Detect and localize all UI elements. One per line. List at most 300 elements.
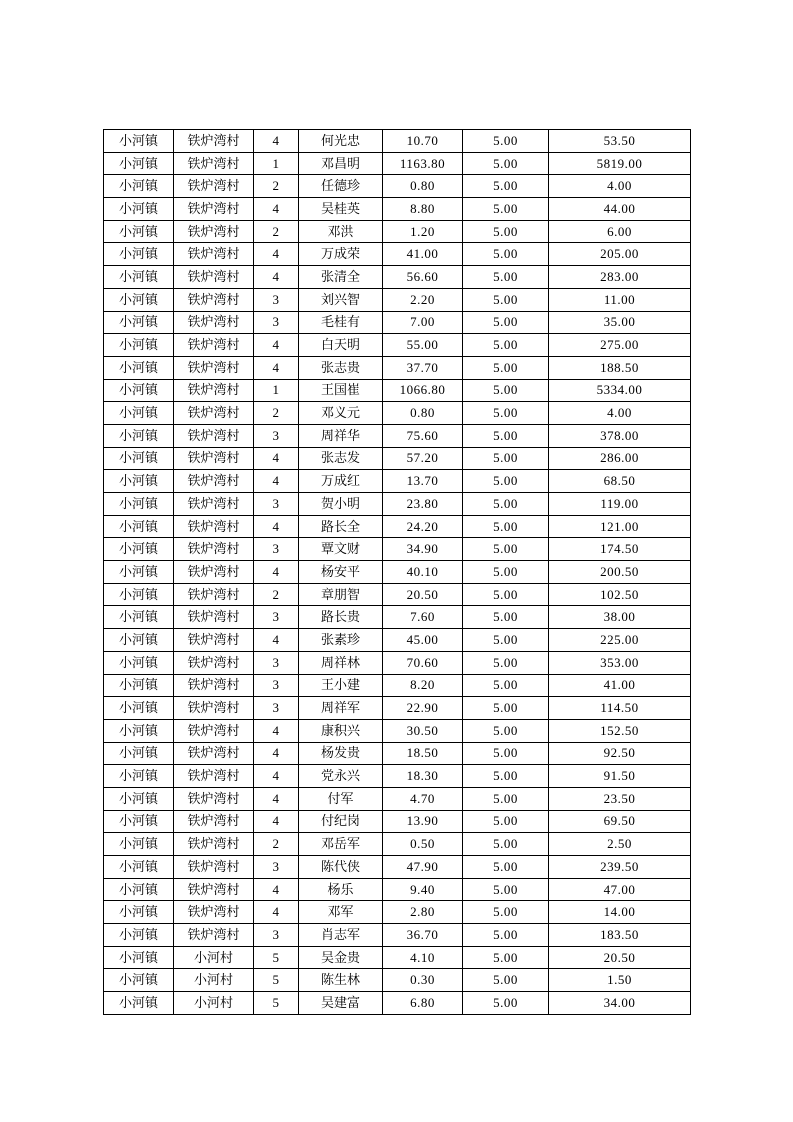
table-cell-village: 铁炉湾村	[174, 561, 254, 584]
table-cell-area: 40.10	[383, 561, 463, 584]
table-cell-name: 周祥华	[299, 424, 383, 447]
table-cell-town: 小河镇	[104, 311, 174, 334]
table-cell-town: 小河镇	[104, 152, 174, 175]
table-cell-rate: 5.00	[463, 583, 549, 606]
table-cell-town: 小河镇	[104, 765, 174, 788]
table-cell-group: 4	[254, 515, 299, 538]
table-cell-group: 4	[254, 447, 299, 470]
table-cell-amount: 68.50	[549, 470, 691, 493]
table-cell-village: 铁炉湾村	[174, 493, 254, 516]
table-container	[103, 129, 690, 1015]
table-cell-town: 小河镇	[104, 470, 174, 493]
table-cell-town: 小河镇	[104, 606, 174, 629]
table-cell-town: 小河镇	[104, 493, 174, 516]
table-row	[104, 424, 691, 447]
table-cell-rate: 5.00	[463, 787, 549, 810]
table-cell-name: 杨乐	[299, 878, 383, 901]
table-cell-name: 贺小明	[299, 493, 383, 516]
table-cell-rate: 5.00	[463, 243, 549, 266]
table-cell-town: 小河镇	[104, 629, 174, 652]
table-cell-rate: 5.00	[463, 379, 549, 402]
table-cell-area: 34.90	[383, 538, 463, 561]
table-cell-area: 22.90	[383, 697, 463, 720]
table-cell-rate: 5.00	[463, 606, 549, 629]
table-cell-amount: 53.50	[549, 130, 691, 153]
table-cell-town: 小河镇	[104, 697, 174, 720]
table-cell-name: 肖志军	[299, 924, 383, 947]
table-cell-amount: 114.50	[549, 697, 691, 720]
table-cell-village: 铁炉湾村	[174, 538, 254, 561]
table-cell-rate: 5.00	[463, 311, 549, 334]
table-cell-group: 4	[254, 742, 299, 765]
table-cell-rate: 5.00	[463, 266, 549, 289]
table-cell-amount: 119.00	[549, 493, 691, 516]
table-cell-name: 任德珍	[299, 175, 383, 198]
table-cell-amount: 174.50	[549, 538, 691, 561]
table-row	[104, 175, 691, 198]
table-cell-town: 小河镇	[104, 742, 174, 765]
table-cell-town: 小河镇	[104, 810, 174, 833]
table-cell-name: 张清全	[299, 266, 383, 289]
table-cell-group: 4	[254, 561, 299, 584]
table-cell-amount: 92.50	[549, 742, 691, 765]
table-cell-area: 75.60	[383, 424, 463, 447]
table-row	[104, 288, 691, 311]
table-cell-amount: 239.50	[549, 856, 691, 879]
table-row	[104, 878, 691, 901]
table-cell-village: 铁炉湾村	[174, 243, 254, 266]
table-cell-village: 铁炉湾村	[174, 470, 254, 493]
table-cell-town: 小河镇	[104, 719, 174, 742]
table-cell-village: 铁炉湾村	[174, 175, 254, 198]
table-cell-name: 路长贵	[299, 606, 383, 629]
table-row	[104, 266, 691, 289]
table-cell-amount: 286.00	[549, 447, 691, 470]
table-cell-group: 3	[254, 651, 299, 674]
table-cell-name: 邓昌明	[299, 152, 383, 175]
table-cell-area: 56.60	[383, 266, 463, 289]
table-cell-area: 18.30	[383, 765, 463, 788]
table-cell-town: 小河镇	[104, 901, 174, 924]
table-cell-rate: 5.00	[463, 424, 549, 447]
table-cell-town: 小河镇	[104, 175, 174, 198]
table-cell-name: 路长全	[299, 515, 383, 538]
table-cell-amount: 121.00	[549, 515, 691, 538]
table-row	[104, 606, 691, 629]
table-cell-village: 铁炉湾村	[174, 629, 254, 652]
table-cell-amount: 23.50	[549, 787, 691, 810]
table-cell-area: 10.70	[383, 130, 463, 153]
table-cell-name: 吴金贵	[299, 946, 383, 969]
table-cell-village: 铁炉湾村	[174, 901, 254, 924]
table-cell-village: 铁炉湾村	[174, 220, 254, 243]
table-row	[104, 946, 691, 969]
table-cell-group: 2	[254, 833, 299, 856]
table-cell-name: 杨安平	[299, 561, 383, 584]
table-cell-area: 7.60	[383, 606, 463, 629]
table-cell-area: 1.20	[383, 220, 463, 243]
table-cell-rate: 5.00	[463, 924, 549, 947]
table-body	[104, 130, 691, 1015]
table-cell-rate: 5.00	[463, 493, 549, 516]
table-cell-group: 3	[254, 493, 299, 516]
table-cell-area: 37.70	[383, 356, 463, 379]
table-cell-area: 4.70	[383, 787, 463, 810]
table-cell-group: 4	[254, 243, 299, 266]
table-cell-rate: 5.00	[463, 901, 549, 924]
table-cell-rate: 5.00	[463, 992, 549, 1015]
table-row	[104, 198, 691, 221]
table-cell-area: 36.70	[383, 924, 463, 947]
table-cell-group: 5	[254, 969, 299, 992]
table-row	[104, 924, 691, 947]
table-cell-village: 铁炉湾村	[174, 674, 254, 697]
table-row	[104, 651, 691, 674]
table-cell-amount: 225.00	[549, 629, 691, 652]
table-row	[104, 901, 691, 924]
table-cell-name: 康积兴	[299, 719, 383, 742]
table-cell-name: 陈生林	[299, 969, 383, 992]
table-cell-name: 万成荣	[299, 243, 383, 266]
table-cell-amount: 205.00	[549, 243, 691, 266]
table-cell-town: 小河镇	[104, 356, 174, 379]
table-cell-village: 铁炉湾村	[174, 765, 254, 788]
table-cell-town: 小河镇	[104, 266, 174, 289]
table-row	[104, 402, 691, 425]
table-row	[104, 538, 691, 561]
table-cell-rate: 5.00	[463, 969, 549, 992]
table-cell-rate: 5.00	[463, 334, 549, 357]
table-cell-rate: 5.00	[463, 198, 549, 221]
table-row	[104, 356, 691, 379]
table-cell-group: 3	[254, 924, 299, 947]
table-cell-rate: 5.00	[463, 538, 549, 561]
table-cell-town: 小河镇	[104, 651, 174, 674]
table-cell-town: 小河镇	[104, 220, 174, 243]
table-cell-amount: 102.50	[549, 583, 691, 606]
table-cell-town: 小河镇	[104, 924, 174, 947]
table-cell-rate: 5.00	[463, 515, 549, 538]
table-cell-town: 小河镇	[104, 674, 174, 697]
table-cell-amount: 91.50	[549, 765, 691, 788]
table-cell-amount: 5819.00	[549, 152, 691, 175]
table-cell-amount: 20.50	[549, 946, 691, 969]
table-cell-village: 铁炉湾村	[174, 651, 254, 674]
table-cell-group: 2	[254, 175, 299, 198]
table-row	[104, 152, 691, 175]
table-cell-area: 0.80	[383, 402, 463, 425]
table-row	[104, 810, 691, 833]
table-cell-group: 3	[254, 697, 299, 720]
table-cell-amount: 6.00	[549, 220, 691, 243]
table-cell-rate: 5.00	[463, 130, 549, 153]
table-cell-amount: 11.00	[549, 288, 691, 311]
table-cell-amount: 38.00	[549, 606, 691, 629]
table-cell-name: 吴桂英	[299, 198, 383, 221]
table-cell-town: 小河镇	[104, 243, 174, 266]
table-cell-amount: 5334.00	[549, 379, 691, 402]
table-cell-group: 4	[254, 198, 299, 221]
table-cell-rate: 5.00	[463, 878, 549, 901]
table-row	[104, 493, 691, 516]
table-cell-group: 3	[254, 674, 299, 697]
table-cell-town: 小河镇	[104, 538, 174, 561]
table-row	[104, 311, 691, 334]
table-row	[104, 674, 691, 697]
table-row	[104, 629, 691, 652]
table-cell-amount: 200.50	[549, 561, 691, 584]
table-cell-group: 1	[254, 379, 299, 402]
table-cell-area: 8.80	[383, 198, 463, 221]
table-row	[104, 765, 691, 788]
table-cell-amount: 47.00	[549, 878, 691, 901]
table-row	[104, 583, 691, 606]
table-cell-village: 铁炉湾村	[174, 787, 254, 810]
table-cell-name: 吴建富	[299, 992, 383, 1015]
table-cell-rate: 5.00	[463, 470, 549, 493]
table-cell-group: 3	[254, 288, 299, 311]
table-cell-village: 铁炉湾村	[174, 356, 254, 379]
table-cell-amount: 41.00	[549, 674, 691, 697]
table-cell-name: 覃文财	[299, 538, 383, 561]
table-row	[104, 856, 691, 879]
table-cell-area: 45.00	[383, 629, 463, 652]
table-cell-village: 铁炉湾村	[174, 402, 254, 425]
table-cell-area: 47.90	[383, 856, 463, 879]
table-cell-area: 24.20	[383, 515, 463, 538]
table-cell-name: 白天明	[299, 334, 383, 357]
table-cell-name: 章朋智	[299, 583, 383, 606]
table-cell-area: 0.50	[383, 833, 463, 856]
table-cell-village: 小河村	[174, 969, 254, 992]
table-cell-amount: 152.50	[549, 719, 691, 742]
table-cell-amount: 353.00	[549, 651, 691, 674]
table-cell-group: 4	[254, 470, 299, 493]
table-cell-area: 30.50	[383, 719, 463, 742]
table-cell-village: 铁炉湾村	[174, 856, 254, 879]
table-cell-town: 小河镇	[104, 833, 174, 856]
table-row	[104, 561, 691, 584]
table-cell-name: 王国崔	[299, 379, 383, 402]
table-cell-group: 5	[254, 946, 299, 969]
table-cell-rate: 5.00	[463, 629, 549, 652]
table-cell-area: 13.70	[383, 470, 463, 493]
table-cell-amount: 14.00	[549, 901, 691, 924]
table-cell-group: 2	[254, 402, 299, 425]
table-cell-amount: 69.50	[549, 810, 691, 833]
table-cell-village: 铁炉湾村	[174, 833, 254, 856]
table-cell-group: 4	[254, 719, 299, 742]
table-row	[104, 334, 691, 357]
table-cell-rate: 5.00	[463, 719, 549, 742]
table-row	[104, 220, 691, 243]
table-cell-village: 小河村	[174, 946, 254, 969]
table-cell-village: 铁炉湾村	[174, 288, 254, 311]
table-cell-name: 周祥军	[299, 697, 383, 720]
table-cell-village: 铁炉湾村	[174, 334, 254, 357]
table-cell-amount: 34.00	[549, 992, 691, 1015]
table-cell-village: 铁炉湾村	[174, 198, 254, 221]
table-cell-village: 小河村	[174, 992, 254, 1015]
table-cell-town: 小河镇	[104, 379, 174, 402]
table-cell-town: 小河镇	[104, 130, 174, 153]
table-cell-area: 1163.80	[383, 152, 463, 175]
table-cell-area: 4.10	[383, 946, 463, 969]
table-cell-group: 4	[254, 810, 299, 833]
table-cell-group: 4	[254, 765, 299, 788]
table-cell-group: 3	[254, 538, 299, 561]
table-cell-area: 0.30	[383, 969, 463, 992]
table-cell-town: 小河镇	[104, 946, 174, 969]
table-cell-town: 小河镇	[104, 334, 174, 357]
table-cell-rate: 5.00	[463, 765, 549, 788]
table-cell-amount: 283.00	[549, 266, 691, 289]
data-table	[103, 129, 691, 1015]
table-cell-rate: 5.00	[463, 561, 549, 584]
table-cell-area: 41.00	[383, 243, 463, 266]
table-cell-group: 4	[254, 356, 299, 379]
table-cell-group: 4	[254, 629, 299, 652]
table-row	[104, 787, 691, 810]
table-cell-village: 铁炉湾村	[174, 311, 254, 334]
table-row	[104, 719, 691, 742]
table-cell-rate: 5.00	[463, 175, 549, 198]
table-cell-name: 毛桂有	[299, 311, 383, 334]
table-cell-name: 杨发贵	[299, 742, 383, 765]
table-cell-area: 70.60	[383, 651, 463, 674]
table-cell-amount: 1.50	[549, 969, 691, 992]
table-row	[104, 697, 691, 720]
table-cell-area: 23.80	[383, 493, 463, 516]
table-cell-amount: 275.00	[549, 334, 691, 357]
table-cell-village: 铁炉湾村	[174, 742, 254, 765]
table-cell-town: 小河镇	[104, 856, 174, 879]
table-cell-name: 邓岳军	[299, 833, 383, 856]
table-cell-village: 铁炉湾村	[174, 810, 254, 833]
table-cell-village: 铁炉湾村	[174, 583, 254, 606]
table-cell-rate: 5.00	[463, 674, 549, 697]
table-cell-village: 铁炉湾村	[174, 130, 254, 153]
table-cell-town: 小河镇	[104, 402, 174, 425]
table-cell-village: 铁炉湾村	[174, 924, 254, 947]
table-cell-group: 1	[254, 152, 299, 175]
table-cell-town: 小河镇	[104, 787, 174, 810]
table-cell-village: 铁炉湾村	[174, 379, 254, 402]
table-cell-village: 铁炉湾村	[174, 606, 254, 629]
table-cell-amount: 4.00	[549, 402, 691, 425]
table-cell-rate: 5.00	[463, 288, 549, 311]
table-cell-name: 王小建	[299, 674, 383, 697]
table-cell-name: 张志发	[299, 447, 383, 470]
table-cell-name: 党永兴	[299, 765, 383, 788]
table-cell-rate: 5.00	[463, 402, 549, 425]
table-cell-town: 小河镇	[104, 515, 174, 538]
table-cell-area: 18.50	[383, 742, 463, 765]
table-cell-group: 4	[254, 130, 299, 153]
table-cell-village: 铁炉湾村	[174, 266, 254, 289]
table-cell-town: 小河镇	[104, 447, 174, 470]
table-cell-rate: 5.00	[463, 152, 549, 175]
table-cell-amount: 183.50	[549, 924, 691, 947]
table-cell-area: 20.50	[383, 583, 463, 606]
table-cell-group: 2	[254, 220, 299, 243]
table-cell-group: 3	[254, 311, 299, 334]
table-cell-amount: 2.50	[549, 833, 691, 856]
table-cell-group: 3	[254, 424, 299, 447]
table-cell-area: 6.80	[383, 992, 463, 1015]
table-cell-village: 铁炉湾村	[174, 152, 254, 175]
table-cell-group: 4	[254, 878, 299, 901]
table-cell-rate: 5.00	[463, 651, 549, 674]
table-row	[104, 969, 691, 992]
table-cell-name: 邓军	[299, 901, 383, 924]
table-row	[104, 992, 691, 1015]
table-cell-village: 铁炉湾村	[174, 697, 254, 720]
table-cell-name: 邓洪	[299, 220, 383, 243]
table-cell-rate: 5.00	[463, 810, 549, 833]
table-cell-rate: 5.00	[463, 447, 549, 470]
table-cell-area: 0.80	[383, 175, 463, 198]
table-cell-amount: 35.00	[549, 311, 691, 334]
table-cell-town: 小河镇	[104, 969, 174, 992]
table-cell-village: 铁炉湾村	[174, 447, 254, 470]
table-row	[104, 447, 691, 470]
table-cell-rate: 5.00	[463, 833, 549, 856]
table-cell-group: 2	[254, 583, 299, 606]
table-cell-town: 小河镇	[104, 198, 174, 221]
table-cell-village: 铁炉湾村	[174, 719, 254, 742]
table-row	[104, 515, 691, 538]
table-cell-name: 张素珍	[299, 629, 383, 652]
table-row	[104, 742, 691, 765]
table-cell-amount: 188.50	[549, 356, 691, 379]
table-cell-rate: 5.00	[463, 856, 549, 879]
table-cell-name: 邓义元	[299, 402, 383, 425]
table-cell-town: 小河镇	[104, 878, 174, 901]
table-cell-name: 万成红	[299, 470, 383, 493]
table-cell-group: 4	[254, 334, 299, 357]
table-cell-group: 4	[254, 266, 299, 289]
table-cell-rate: 5.00	[463, 742, 549, 765]
table-cell-area: 13.90	[383, 810, 463, 833]
table-cell-name: 刘兴智	[299, 288, 383, 311]
table-cell-name: 陈代侠	[299, 856, 383, 879]
table-row	[104, 470, 691, 493]
table-cell-area: 2.80	[383, 901, 463, 924]
table-cell-amount: 378.00	[549, 424, 691, 447]
table-cell-rate: 5.00	[463, 356, 549, 379]
table-cell-group: 4	[254, 787, 299, 810]
table-cell-name: 张志贵	[299, 356, 383, 379]
table-cell-town: 小河镇	[104, 583, 174, 606]
table-cell-name: 周祥林	[299, 651, 383, 674]
table-cell-name: 付军	[299, 787, 383, 810]
table-cell-name: 付纪岗	[299, 810, 383, 833]
table-cell-town: 小河镇	[104, 424, 174, 447]
table-cell-area: 57.20	[383, 447, 463, 470]
table-cell-area: 1066.80	[383, 379, 463, 402]
table-row	[104, 243, 691, 266]
table-cell-town: 小河镇	[104, 288, 174, 311]
table-row	[104, 379, 691, 402]
table-cell-group: 3	[254, 606, 299, 629]
table-cell-area: 9.40	[383, 878, 463, 901]
table-cell-amount: 4.00	[549, 175, 691, 198]
table-cell-area: 7.00	[383, 311, 463, 334]
table-cell-amount: 44.00	[549, 198, 691, 221]
table-cell-town: 小河镇	[104, 561, 174, 584]
table-cell-rate: 5.00	[463, 946, 549, 969]
